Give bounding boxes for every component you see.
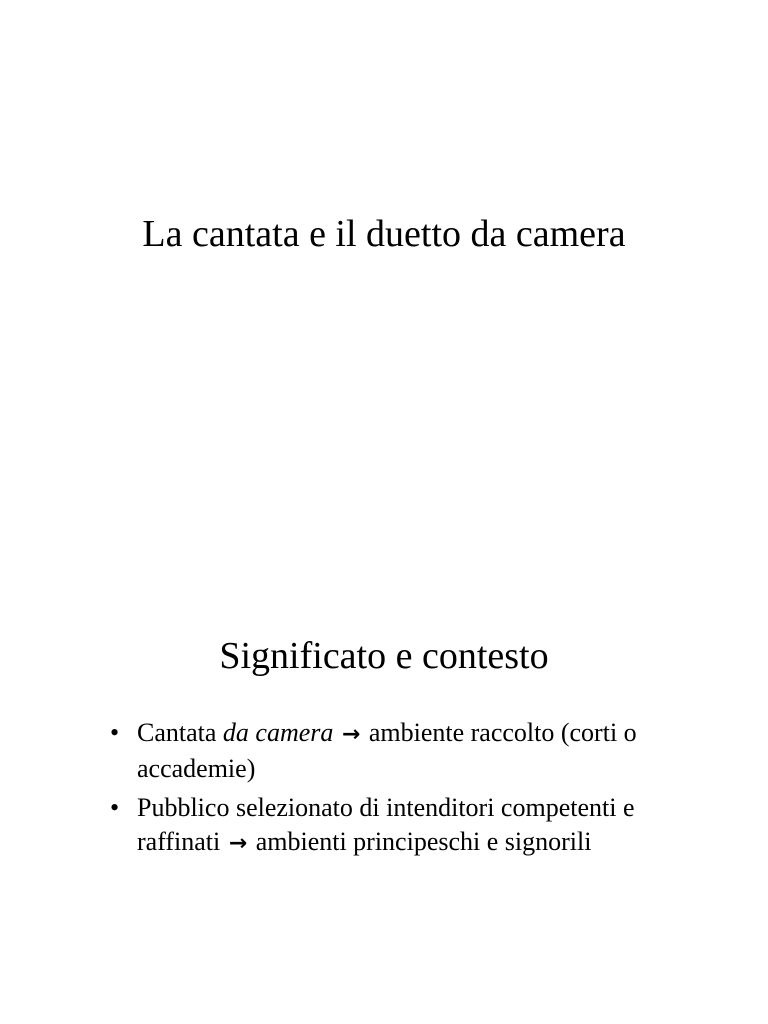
- bullet-list: [110, 716, 670, 866]
- slide-title-cantata: La cantata e il duetto da camera: [142, 213, 626, 255]
- bullet-marker: •: [110, 718, 120, 747]
- bullet-marker: •: [110, 793, 120, 822]
- right-arrow-icon: →: [341, 722, 361, 747]
- bullet-text: Pubblico selezionato di intenditori competenti e raffinati: [137, 793, 635, 856]
- bullet-text: Cantata: [137, 718, 223, 747]
- right-arrow-icon: →: [228, 831, 248, 856]
- bullet-item-cantata: [110, 716, 670, 786]
- slide-title-significato: Significato e contesto: [219, 635, 549, 677]
- bullet-text: ambienti principeschi e signorili: [249, 827, 592, 856]
- bullet-text: ambiente raccolto (corti o accademie): [137, 718, 637, 783]
- bullet-emphasis: da camera: [222, 718, 334, 747]
- bullet-item-pubblico: [110, 791, 670, 861]
